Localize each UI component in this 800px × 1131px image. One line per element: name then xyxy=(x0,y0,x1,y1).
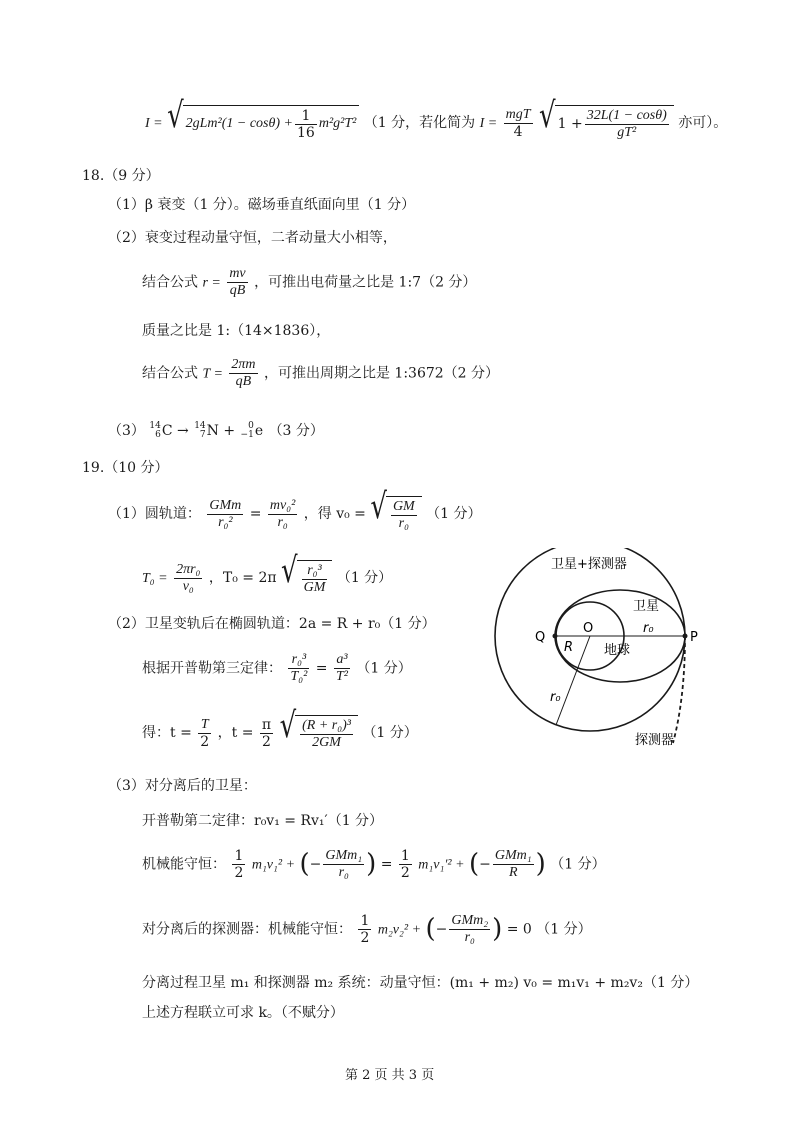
eq17-frac-32L: $\frac{32L(1 - \cos\theta)}{\text{gT²}}$ xyxy=(586,108,667,141)
q19-title: 19.（10 分） xyxy=(82,460,169,476)
q18-formula-r: 结合公式 r = $\frac{mv}{qB}$ ，可推出电荷量之比是 1:7（2 分） xyxy=(142,266,477,299)
eq17-sqrt: √ 2gLm²(1 − cosθ) + $\frac{1}{16}$ m²g²T² xyxy=(167,105,359,141)
point-q xyxy=(553,634,558,639)
q19-line11: 上述方程联立可求 k。（不赋分） xyxy=(142,1005,344,1021)
label-r: R xyxy=(564,640,574,655)
q18-part1: （1）β 衰变（1 分）。磁场垂直纸面向里（1 分） xyxy=(108,197,416,213)
q19-line5: 得：t = $\frac{T}{2}$ ，t = $\frac{\pi}{2}$ √ $\frac{\text{(R + r₀)³}}{2GM}$ （1 分） xyxy=(142,705,418,751)
label-ellipse: 卫星 xyxy=(633,599,660,614)
q19-line10: 分离过程卫星 m₁ 和探测器 m₂ 系统：动量守恒：(m₁ + m₂) v₀ = m₁v₁ + m₂v₂（1 分） xyxy=(142,975,699,991)
q19-line7: 开普勒第二定律：r₀v₁ = Rv₁′（1 分） xyxy=(142,813,384,829)
label-o: O xyxy=(583,621,594,636)
frac-mv-qB: $\frac{mv}{qB}$ xyxy=(229,266,246,299)
orbit-diagram xyxy=(493,548,713,778)
q19-line3: （2）卫星变轨后在椭圆轨道：2a = R + r₀（1 分） xyxy=(108,616,436,632)
q18-formula-T: 结合公式 T = $\frac{2\pi m}{qB}$ ，可推出周期之比是 1:3672（2 分） xyxy=(142,357,500,390)
label-r0-low: r₀ xyxy=(550,690,561,705)
label-earth: 地球 xyxy=(604,643,631,658)
eq17-frac-1-16: $\frac{1}{16}$ xyxy=(297,108,315,142)
q19-line1: （1）圆轨道： $\frac{\text{GMm}}{\text{r₀²}}$ = $\frac{\text{mv₀²}}{\text{r₀}}$ ，得 v₀ = √ $\frac{GM}{\text{r₀}}$ （1 分） xyxy=(108,486,482,532)
q18-mass-ratio: 质量之比是 1:（14×1836）， xyxy=(142,323,331,339)
q19-line9: 对分离后的探测器：机械能守恒： $\frac{1}{2}$ m₂v₂² + (− $\frac{\text{GMm₂}}{\text{r₀}}$ ) = 0 （1 分） xyxy=(142,913,592,947)
page-footer: 第 2 页 共 3 页 xyxy=(345,1068,435,1083)
outer-circular-orbit xyxy=(495,548,685,731)
q18-nuclear-equation: （3） 14 6 C → 14 7 N + 0 −1 e （3 分） xyxy=(108,421,324,440)
label-r0-top: r₀ xyxy=(643,621,654,636)
label-p: P xyxy=(690,630,698,645)
q19-line2: T₀ = $\frac{\text{2πr₀}}{\text{v₀}}$ ，T₀ = 2π √ $\frac{\text{r₀³}}{GM}$ （1 分） xyxy=(142,550,393,596)
label-outer-orbit: 卫星+探测器 xyxy=(551,557,627,572)
q18-part2: （2）衰变过程动量守恒，二者动量大小相等， xyxy=(108,230,397,246)
q18-title: 18.（9 分） xyxy=(82,168,160,184)
label-probe: 探测器 xyxy=(635,733,675,748)
eq17-frac-mgT: $\frac{\text{mgT}}{4}$ xyxy=(505,106,531,140)
eq17-sqrt-2: √ 1 + $\frac{32L(1 - \cos\theta)}{\text{gT²}}$ xyxy=(539,105,674,141)
q19-line6: （3）对分离后的卫星： xyxy=(108,778,257,794)
eq17-line: I = √ 2gLm²(1 − cosθ) + $\frac{1}{16}$ m²g²T² （1 分，若化简为 I = $\frac{\text{mgT}}{4}$ √ 1 + $\frac{32L(1 - \cos\theta)}{\text{gT²}}$ 亦可）。 xyxy=(145,95,728,142)
q19-line8: 机械能守恒： $\frac{1}{2}$ m₁v₁² + (− $\frac{\text{GMm₁}}{\text{r₀}}$ ) = $\frac{1}{2}$ m₁v₁′² + (− $\frac{\text{GMm₁}}{R}$ ) （1 分） xyxy=(142,848,606,882)
label-q: Q xyxy=(535,630,546,645)
q19-line4: 根据开普勒第三定律： $\frac{\text{r₀³}}{\text{T₀²}}$ = $\frac{\text{a³}}{\text{T²}}$ （1 分） xyxy=(142,652,412,685)
frac-2pim-qB: $\frac{2\pi m}{qB}$ xyxy=(231,357,256,390)
